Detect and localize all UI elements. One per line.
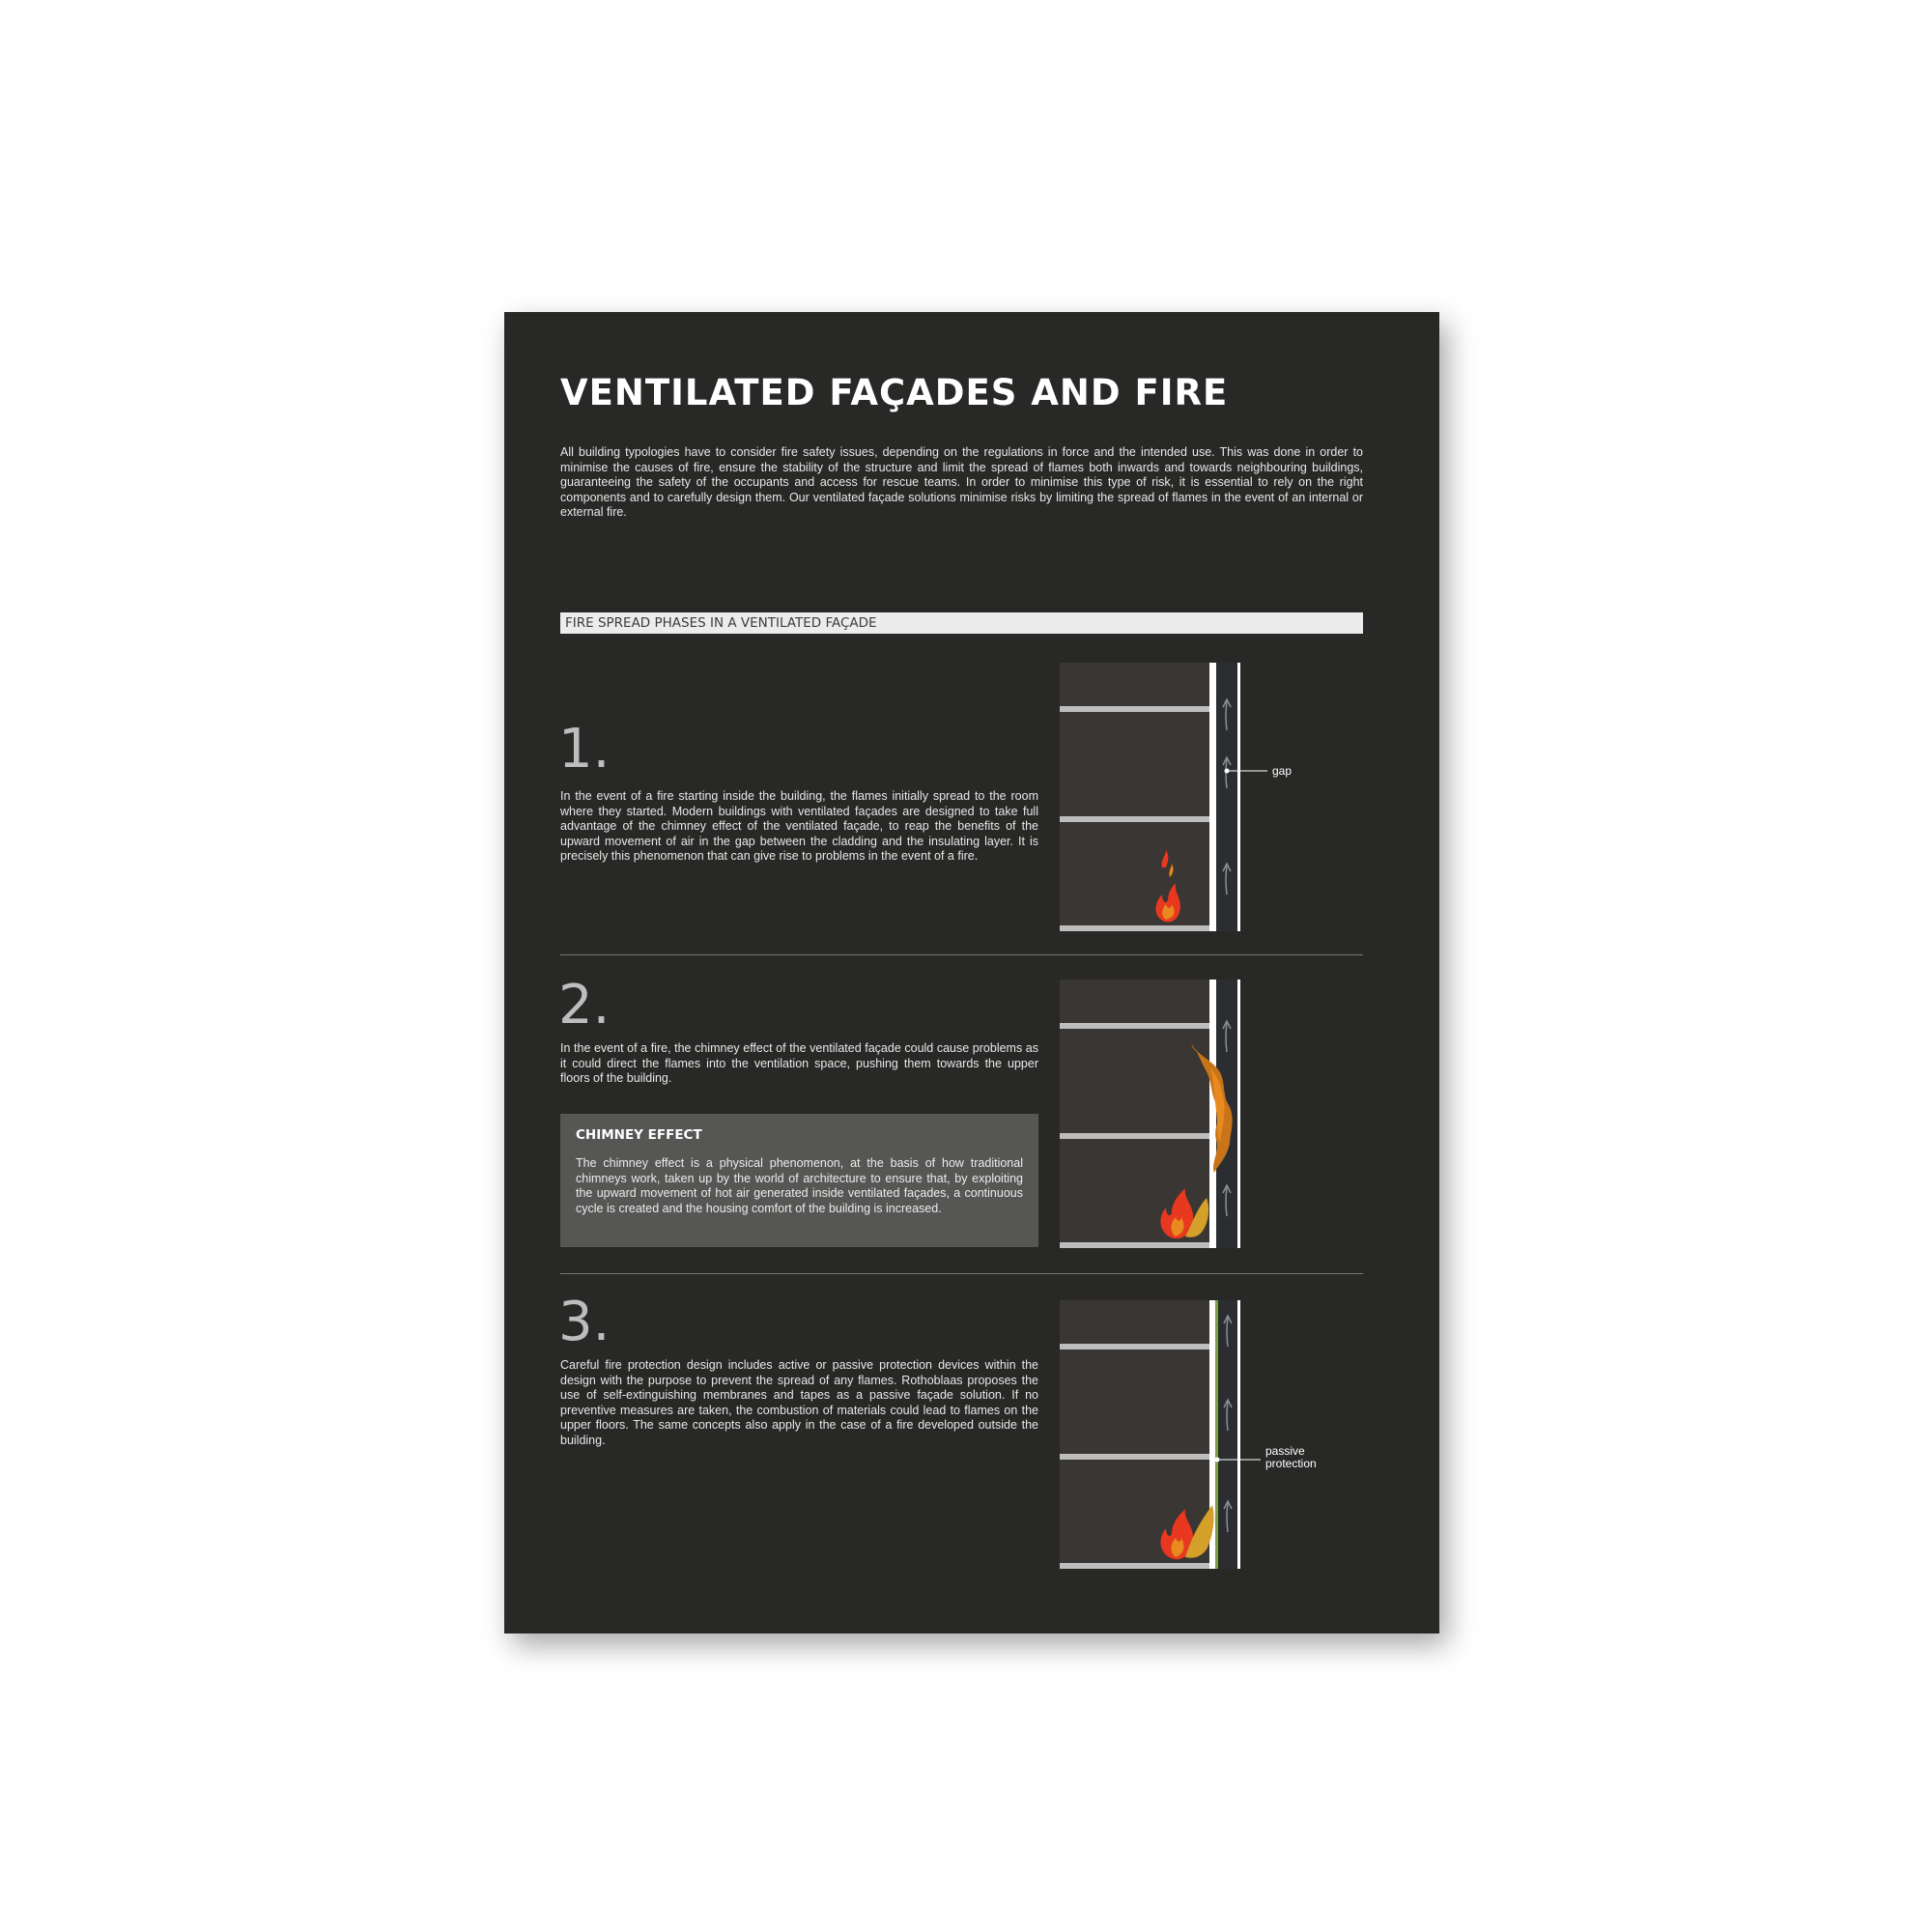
step-2-text: In the event of a fire, the chimney effect of the ventilated façade could cause problems as it could direct the flames into the ventilation space, pushing them towards the upper floors of the building. [560, 1041, 1038, 1085]
passive-protection-label-line1: passive [1265, 1444, 1305, 1458]
brochure-page [504, 312, 1439, 1634]
step-1-text: In the event of a fire starting inside the building, the flames initially spread to the room where they started. Modern buildings with ventilated façades are designed to take full advantage of the chimney effect of the ventilated façade, to reap the benefits of the upward movement of air in the gap between the cladding and the insulating layer. It is precisely this phenomenon that can give rise to problems in the event of a fire. [560, 789, 1038, 863]
step-2-diagram [1060, 980, 1350, 1250]
step-3-diagram [1060, 1300, 1350, 1571]
chimney-effect-title: CHIMNEY EFFECT [576, 1127, 702, 1143]
step-1-number: 1. [558, 718, 611, 781]
passive-protection-label-line2: protection [1265, 1457, 1317, 1470]
step-3-number: 3. [558, 1291, 611, 1353]
passive-protection-membrane [1215, 1300, 1218, 1569]
chimney-effect-box [560, 1114, 1038, 1247]
step-3-text: Careful fire protection design includes active or passive protection devices within the design with the purpose to prevent the spread of any flames. Rothoblaas proposes the use of self-extinguishing membranes and tapes as a passive façade solution. If no preventive measures are taken, the combustion of materials could lead to flames on the upper floors. The same concepts also apply in the case of a fire developed outside the building. [560, 1358, 1038, 1447]
chimney-effect-text: The chimney effect is a physical phenomenon, at the basis of how traditional chimneys work, taken up by the world of architecture to ensure that, by exploiting the upward movement of hot air generated inside ventilated façades, a continuous cycle is created and the housing comfort of the building is increased. [576, 1156, 1023, 1215]
intro-paragraph: All building typologies have to consider fire safety issues, depending on the regulations in force and the intended use. This was done in order to minimise the causes of fire, ensure the stability of the structure and limit the spread of flames both inwards and towards neighbouring buildings, guaranteeing the safety of the occupants and access for rescue teams. In order to minimise this type of risk, it is essential to rely on the right components and to carefully design them. Our ventilated façade solutions minimise risks by limiting the spread of flames in the event of an internal or external fire. [560, 445, 1363, 519]
divider-1 [560, 954, 1363, 955]
step-1-diagram [1060, 663, 1350, 933]
divider-2 [560, 1273, 1363, 1274]
gap-label: gap [1272, 764, 1293, 778]
step-2-number: 2. [558, 974, 611, 1037]
section-header: FIRE SPREAD PHASES IN A VENTILATED FAÇADE [560, 612, 1363, 634]
page-title: VENTILATED FAÇADES AND FIRE [560, 372, 1229, 413]
